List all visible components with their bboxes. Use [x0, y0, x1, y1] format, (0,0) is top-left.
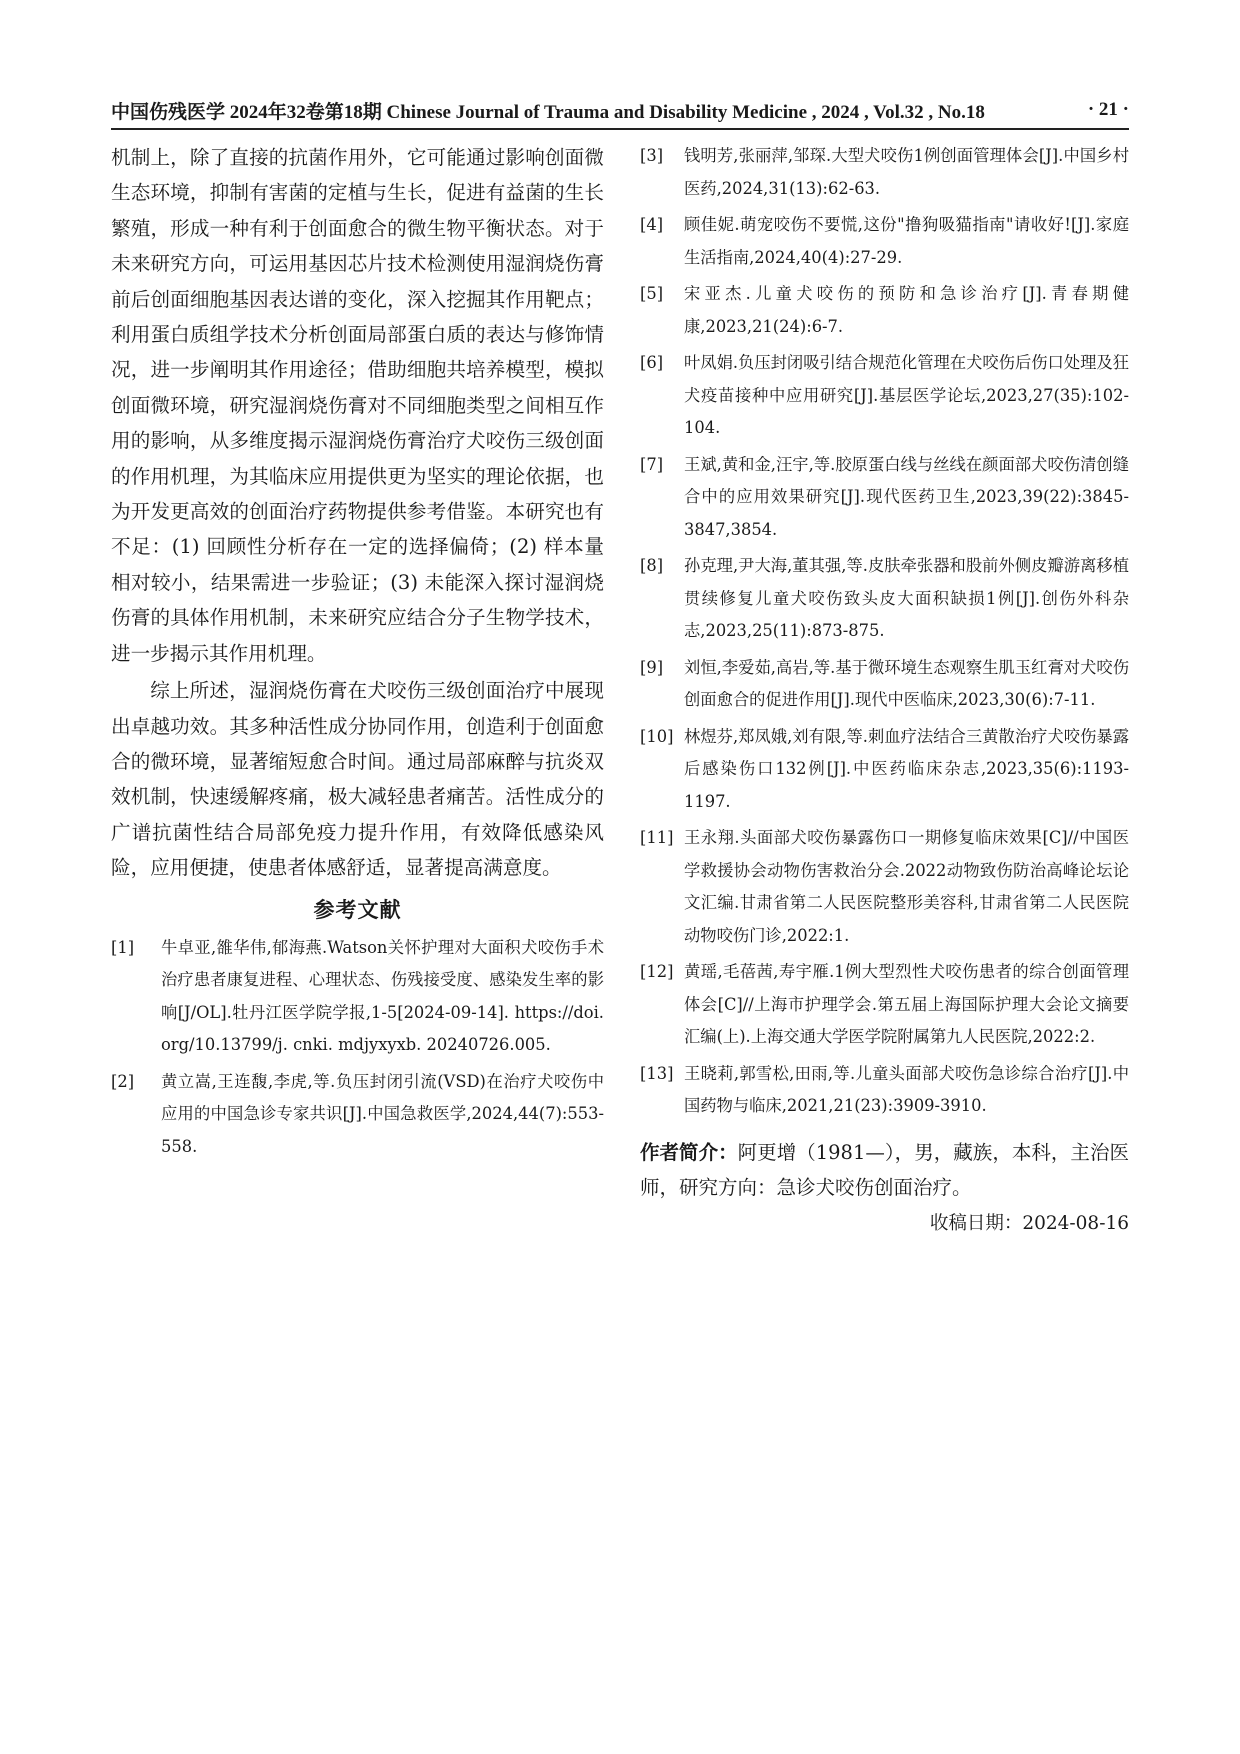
reference-text: 王晓莉,郭雪松,田雨,等.儿童头面部犬咬伤急诊综合治疗[J].中国药物与临床,2021,21(23):3909-3910.: [684, 1063, 1129, 1115]
reference-text: 刘恒,李爱茹,高岩,等.基于微环境生态观察生肌玉红膏对犬咬伤创面愈合的促进作用[J].现代中医临床,2023,30(6):7-11.: [684, 657, 1129, 709]
right-column: [640, 140, 1129, 1235]
reference-item: [640, 140, 1129, 205]
page-number: · 21 ·: [1087, 99, 1129, 120]
received-date: 收稿日期：2024-08-16: [929, 1212, 1129, 1234]
reference-number: [1]: [111, 937, 135, 957]
references-title: 参考文献: [313, 897, 402, 922]
reference-text: 牛卓亚,雒华伟,郁海燕.Watson关怀护理对大面积犬咬伤手术治疗患者康复进程、心理状态、伤残接受度、感染发生率的影响[J/OL].牡丹江医学院学报,1-5[2024-09-14]. https://doi. org/10.13799/j. cnki. mdjyxyxb. 20240726.005.: [161, 937, 604, 1055]
left-column: [111, 140, 604, 1167]
reference-text: 钱明芳,张丽萍,邹琛.大型犬咬伤1例创面管理体会[J].中国乡村医药,2024,31(13):62-63.: [684, 146, 1129, 198]
reference-text: 黄瑶,毛蓓茜,寿宇雁.1例大型烈性犬咬伤患者的综合创面管理体会[C]//上海市护理学会.第五届上海国际护理大会论文摘要汇编(上).上海交通大学医学院附属第九人民医院,2022:2.: [684, 962, 1129, 1046]
reference-item: [640, 956, 1129, 1054]
body-paragraph-2: 综上所述，湿润烧伤膏在犬咬伤三级创面治疗中展现出卓越功效。其多种活性成分协同作用，创造利于创面愈合的微环境，显著缩短愈合时间。通过局部麻醉与抗炎双效机制，快速缓解疼痛，极大减轻患者痛苦。活性成分的广谱抗菌性结合局部免疫力提升作用，有效降低感染风险，应用便捷，使患者体感舒适，显著提高满意度。: [111, 679, 604, 880]
reference-number: [12]: [640, 962, 674, 981]
reference-item: [640, 347, 1129, 445]
reference-item: [640, 209, 1129, 274]
reference-number: [2]: [111, 1071, 135, 1091]
reference-number: [10]: [640, 726, 674, 746]
reference-item: [640, 278, 1129, 343]
author-bio-text: 阿更增（1981—），男，藏族，本科，主治医师，研究方向：急诊犬咬伤创面治疗。: [640, 1140, 1129, 1199]
reference-item: [640, 822, 1129, 952]
reference-item: [640, 1058, 1129, 1123]
reference-text: 王斌,黄和金,汪宇,等.胶原蛋白线与丝线在颜面部犬咬伤清创缝合中的应用效果研究[J].现代医药卫生,2023,39(22):3845-3847,3854.: [684, 454, 1129, 539]
author-bio-label: 作者简介：: [640, 1140, 738, 1164]
journal-line: 中国伤残医学 2024年32卷第18期 Chinese Journal of Trauma and Disability Medicine , 2024 , Vol.32 , No.18: [111, 101, 985, 123]
reference-text: 孙克理,尹大海,董其强,等.皮肤牵张器和股前外侧皮瓣游离移植贯续修复儿童犬咬伤致头皮大面积缺损1例[J].创伤外科杂志,2023,25(11):873-875.: [684, 556, 1129, 640]
reference-text: 顾佳妮.萌宠咬伤不要慌,这份"撸狗吸猫指南"请收好![J].家庭生活指南,2024,40(4):27-29.: [684, 215, 1129, 267]
reference-number: [13]: [640, 1063, 674, 1083]
reference-text: 宋亚杰.儿童犬咬伤的预防和急诊治疗[J].青春期健康,2023,21(24):6-7.: [684, 284, 1129, 336]
reference-item: [640, 550, 1129, 648]
reference-number: [6]: [640, 353, 664, 372]
reference-number: [4]: [640, 215, 664, 234]
author-bio: [640, 1135, 1129, 1205]
reference-number: [8]: [640, 556, 664, 575]
reference-number: [7]: [640, 454, 664, 474]
reference-text: 林煜芬,郑凤娥,刘有限,等.刺血疗法结合三黄散治疗犬咬伤暴露后感染伤口132例[J].中医药临床杂志,2023,35(6):1193-1197.: [684, 726, 1129, 811]
reference-item: [111, 932, 604, 1062]
reference-number: [11]: [640, 828, 674, 847]
reference-item: [640, 721, 1129, 819]
reference-number: [5]: [640, 284, 664, 303]
reference-item: [111, 1066, 604, 1164]
body-paragraph-1: 机制上，除了直接的抗菌作用外，它可能通过影响创面微生态环境，抑制有害菌的定植与生长，促进有益菌的生长繁殖，形成一种有利于创面愈合的微生物平衡状态。对于未来研究方向，可运用基因芯片技术检测使用湿润烧伤膏前后创面细胞基因表达谱的变化，深入挖掘其作用靶点；利用蛋白质组学技术分析创面局部蛋白质的表达与修饰情况，进一步阐明其作用途径；借助细胞共培养模型，模拟创面微环境，研究湿润烧伤膏对不同细胞类型之间相互作用的影响，从多维度揭示湿润烧伤膏治疗犬咬伤三级创面的作用机理，为其临床应用提供更为坚实的理论依据，也为开发更高效的创面治疗药物提供参考借鉴。本研究也有不足：(1) 回顾性分析存在一定的选择偏倚；(2) 样本量相对较小，结果需进一步验证；(3) 未能深入探讨湿润烧伤膏的具体作用机制，未来研究应结合分子生物学技术，进一步揭示其作用机理。: [111, 146, 604, 665]
reference-item: [640, 449, 1129, 547]
reference-number: [3]: [640, 146, 664, 165]
reference-text: 王永翔.头面部犬咬伤暴露伤口一期修复临床效果[C]//中国医学救援协会动物伤害救治分会.2022动物致伤防治高峰论坛论文汇编.甘肃省第二人民医院整形美容科,甘肃省第二人民医院动物咬伤门诊,2022:1.: [684, 828, 1129, 945]
reference-text: 黄立嵩,王连馥,李虎,等.负压封闭引流(VSD)在治疗犬咬伤中应用的中国急诊专家共识[J].中国急救医学,2024,44(7):553-558.: [161, 1071, 604, 1156]
reference-text: 叶凤娟.负压封闭吸引结合规范化管理在犬咬伤后伤口处理及狂犬疫苗接种中应用研究[J].基层医学论坛,2023,27(35):102-104.: [684, 353, 1129, 437]
reference-number: [9]: [640, 657, 664, 677]
reference-item: [640, 652, 1129, 717]
running-header: [111, 92, 1129, 130]
